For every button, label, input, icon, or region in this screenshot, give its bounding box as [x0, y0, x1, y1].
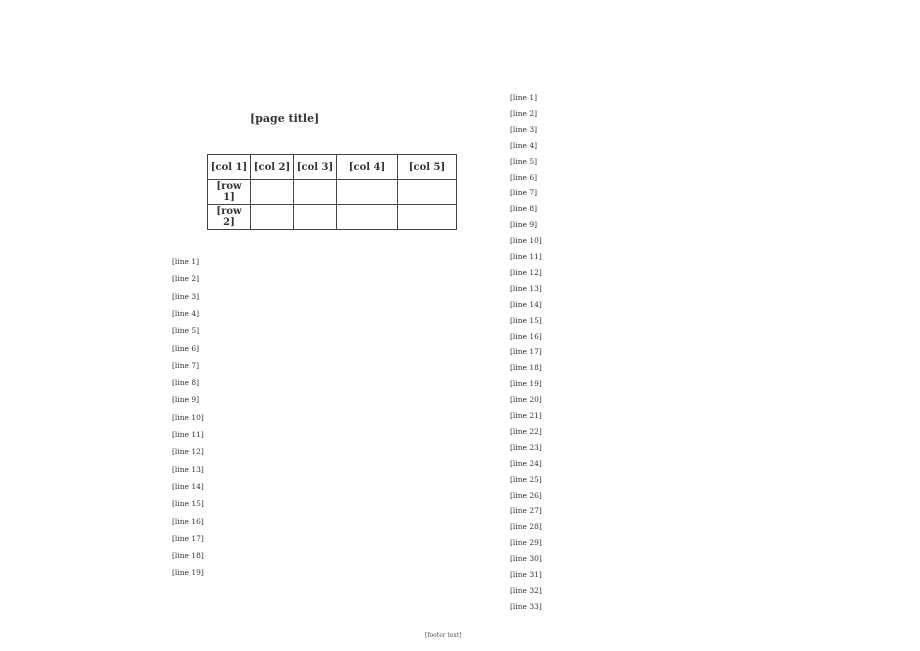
right-lines-item: [line 22]	[510, 426, 542, 436]
right-lines-item: [line 17]	[510, 347, 542, 357]
right-lines-item: [line 29]	[510, 538, 542, 548]
left-lines-item: [line 1]	[172, 257, 200, 266]
score-cell[interactable]	[294, 205, 337, 230]
score-cell[interactable]	[251, 205, 294, 230]
left-lines-item: [line 18]	[172, 551, 204, 561]
left-lines-item: [line 10]	[172, 412, 204, 422]
right-lines-item: [line 12]	[510, 267, 542, 277]
left-lines-item: [line 7]	[172, 360, 200, 370]
right-lines-item: [line 16]	[510, 331, 542, 341]
right-lines-item: [line 30]	[510, 554, 542, 564]
score-header-cell: [col 4]	[337, 155, 398, 180]
score-table	[207, 154, 457, 230]
footer-note: [footer text]	[425, 632, 462, 639]
left-lines-item: [line 2]	[172, 274, 200, 284]
right-lines-item: [line 10]	[510, 236, 542, 246]
score-cell[interactable]	[294, 180, 337, 205]
right-lines-item: [line 6]	[510, 172, 538, 182]
left-lines-item: [line 19]	[172, 568, 204, 578]
score-header-cell: [col 5]	[398, 155, 457, 180]
right-lines-item: [line 9]	[510, 220, 538, 230]
right-lines-item: [line 15]	[510, 315, 542, 325]
right-lines-item: [line 19]	[510, 379, 542, 389]
right-lines-item: [line 31]	[510, 570, 542, 579]
right-lines-item: [line 33]	[510, 601, 542, 611]
score-cell[interactable]	[398, 180, 457, 205]
left-lines-item: [line 8]	[172, 378, 200, 388]
right-lines-item: [line 14]	[510, 299, 542, 309]
right-lines-item: [line 3]	[510, 124, 538, 134]
score-cell[interactable]	[337, 180, 398, 205]
left-lines-item: [line 3]	[172, 291, 200, 301]
left-lines-item: [line 11]	[172, 430, 204, 439]
right-lines-item: [line 7]	[510, 188, 538, 198]
right-lines-item: [line 18]	[510, 363, 542, 373]
left-lines-item: [line 16]	[172, 516, 204, 526]
right-lines-item: [line 21]	[510, 411, 542, 420]
right-lines-item: [line 4]	[510, 140, 538, 150]
right-lines-item: [line 23]	[510, 442, 542, 452]
right-lines-item: [line 26]	[510, 490, 542, 500]
right-lines-item: [line 24]	[510, 458, 542, 468]
score-header-cell: [col 2]	[251, 155, 294, 180]
score-row	[208, 205, 457, 230]
right-lines-item: [line 32]	[510, 585, 542, 595]
right-lines-item: [line 1]	[510, 93, 538, 102]
right-lines-item: [line 27]	[510, 506, 542, 516]
left-lines-item: [line 15]	[172, 499, 204, 509]
left-lines-item: [line 6]	[172, 343, 200, 353]
left-lines-item: [line 12]	[172, 447, 204, 457]
score-cell[interactable]	[337, 205, 398, 230]
right-lines-item: [line 20]	[510, 395, 542, 405]
right-lines-item: [line 13]	[510, 283, 542, 293]
left-lines-item: [line 9]	[172, 395, 200, 405]
left-lines-item: [line 14]	[172, 481, 204, 491]
right-lines-item: [line 25]	[510, 474, 542, 484]
left-lines-item: [line 17]	[172, 533, 204, 543]
right-lines-item: [line 2]	[510, 108, 538, 118]
right-lines-item: [line 5]	[510, 156, 538, 166]
score-cell[interactable]	[251, 180, 294, 205]
right-lines-item: [line 8]	[510, 204, 538, 214]
score-header-cell: [col 3]	[294, 155, 337, 180]
right-lines-item: [line 11]	[510, 252, 542, 261]
left-lines-item: [line 13]	[172, 464, 204, 474]
score-header-cell: [col 1]	[208, 155, 251, 180]
score-cell[interactable]	[398, 205, 457, 230]
right-lines-item: [line 28]	[510, 522, 542, 532]
score-row	[208, 180, 457, 205]
left-lines-item: [line 4]	[172, 308, 200, 318]
score-row-label: [row 1]	[208, 180, 251, 205]
left-lines-item: [line 5]	[172, 326, 200, 336]
score-row-label: [row 2]	[208, 205, 251, 230]
score-table-header	[208, 155, 457, 180]
exam-title: [page title]	[250, 112, 320, 125]
